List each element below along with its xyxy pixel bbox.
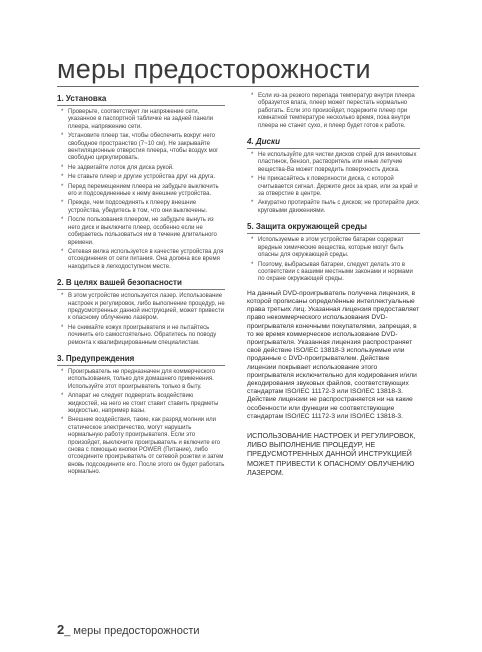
section: [57, 93, 225, 271]
section: [247, 93, 420, 130]
bullet-item: * Установите плеер так, чтобы обеспечить вокруг него свободное пространство (7~10 см). Не закрывайте вентиляционные отверстия плеера, чтобы воздух мог свободно циркулировать.: [57, 133, 225, 163]
bullet-item: * Не ставьте плеер и другие устройства друг на друга.: [57, 174, 225, 181]
right-sections: [247, 93, 420, 284]
bullet-list: [247, 93, 420, 130]
right-column: [247, 93, 420, 477]
section-heading: 2. В целях вашей безопасности: [57, 277, 225, 290]
section-heading: 1. Установка: [57, 93, 225, 106]
bullet-list: [247, 152, 420, 215]
section: [247, 221, 420, 283]
section: [247, 136, 420, 215]
page-number: 2: [57, 622, 65, 637]
bullet-item: * Аккуратно протирайте пыль с дисков; не протирайте диск круговыми движениями.: [247, 200, 420, 215]
title-rule: [57, 86, 419, 87]
bullet-item: * Прежде, чем подсоединять к плееру внешние устройства, убедитесь в том, что они выключены.: [57, 200, 225, 215]
bullet-item: * Сетевая вилка используется в качестве устройства для отсоединения от сети питания. Она должна все время находиться в легкодоступном месте.: [57, 249, 225, 271]
bullet-list: [57, 293, 225, 347]
bullet-item: * Используемые в этом устройстве батареи содержат вредные химические вещества, которые могут быть опасны для окружающей среды.: [247, 237, 420, 259]
bullet-list: [57, 369, 225, 477]
license-paragraph: На данный DVD-проигрыватель получена лицензия, в которой прописаны определённые интеллектуальные права третьих лиц. Указанная лицензия предоставляет право некоммерческого использования DVD-проигрывателя конечными покупателями, запрещая, в то же время коммерческое использование DVD-проигрывателя. Указанная лицензия распространяет своё действие ISO/IEC 13818-3 используемые или проданные с DVD-проигрывателем. Действие лицензии покрывает использование этого проигрывателя исключительно для кодирования и/или декодирования звуковых файлов, соответствующих стандартам ISO/IEC 11172-3 или ISO/IEC 13818-3. Действие лицензии не распространяется ни на какие особенности или функции не соответствующие стандартам ISO/IEC 11172-3 или ISO/IEC 13818-3.: [247, 289, 420, 420]
footer-label: _ меры предосторожности: [64, 625, 200, 637]
bullet-item: * Проигрыватель не предназначен для коммерческого использования, только для домашнего применения. Используйте этот проигрыватель только в быту.: [57, 369, 225, 391]
bullet-item: * Не используйте для чистки дисков спрей для виниловых пластинок, бензол, растворитель или иные летучие вещества-Вa может повредить поверхность диска.: [247, 152, 420, 174]
bullet-item: * Проверьте, соответствует ли напряжение сети, указанное в паспортной табличке на задней панели плеера, напряжению сети.: [57, 109, 225, 131]
bullet-item: * Если из-за резкого перепада температур внутри плеера образуется влага, плеер может перестать нормально работать. Если это произойдет, подержите плеер при комнатной температуре несколько время, пока внутри плеера не станет сухо, и плеер будет готов к работе.: [247, 93, 420, 130]
bullet-item: * После пользования плеером, не забудьте вынуть из него диск и выключите плеер, особенно если не собираетесь пользоваться им в течение длительного времени.: [57, 217, 225, 247]
bullet-item: * Внешние воздействия, такие, как разряд молнии или статическое электричество, могут нарушить нормальную работу проигрывателя. Если это произойдет, выключите проигрыватель и включите его снова с помощью кнопки POWER (Питание), либо отсоедините проигрыватель от сетевой розетки и затем вновь подсоедините его. После этого он будет работать нормально.: [57, 417, 225, 476]
bullet-item: * Аппарат не следует подвергать воздействию жидкостей, на него не стоит ставит ставить предметы жидкостью, например вазы.: [57, 393, 225, 415]
bullet-list: [57, 109, 225, 271]
section-heading: 3. Предупреждения: [57, 353, 225, 366]
page-title: меры предосторожности: [57, 54, 371, 84]
bullet-item: * Перед перемещением плеера не забудьте выключить его и подсоединенные к нему внешние устройства.: [57, 184, 225, 199]
page-footer: [57, 622, 200, 637]
bullet-item: * Поэтому, выбрасывая батареи, следует делать это в соответствии с вашими местными законами и нормами по охране окружающей среды.: [247, 262, 420, 284]
laser-warning-paragraph: ИСПОЛЬЗОВАНИЕ НАСТРОЕК И РЕГУЛИРОВОК, ЛИБО ВЫПОЛНЕНИЕ ПРОЦЕДУР, НЕ ПРЕДУСМОТРЕННЫХ ДАННОЙ ИНСТРУКЦИЕЙ МОЖЕТ ПРИВЕСТИ К ОПАСНОМУ ОБЛУЧЕНИЮ ЛАЗЕРОМ.: [247, 430, 416, 477]
bullet-item: * Не снимайте кожух проигрывателя и не пытайтесь починить его самостоятельно. Обратитесь по поводу ремонта к квалифицированным специалистам.: [57, 325, 225, 347]
bullet-list: [247, 237, 420, 283]
bullet-item: * Не прикасайтесь к поверхности диска, с которой считывается сигнал. Держите диск за края, или за край и за отверстие в центре.: [247, 176, 420, 198]
section: [57, 353, 225, 477]
bullet-item: * В этом устройстве используется лазер. Использование настроек и регулировок, либо выполнение процедур, не предусмотренных данной инструкцией, может привести к опасному облучению лазером.: [57, 293, 225, 323]
section: [57, 277, 225, 347]
bullet-item: * Не задвигайте лоток для диска рукой.: [57, 165, 225, 172]
section-heading: 4. Диски: [247, 136, 420, 149]
left-column: [57, 93, 225, 483]
section-heading: 5. Защита окружающей среды: [247, 221, 420, 234]
